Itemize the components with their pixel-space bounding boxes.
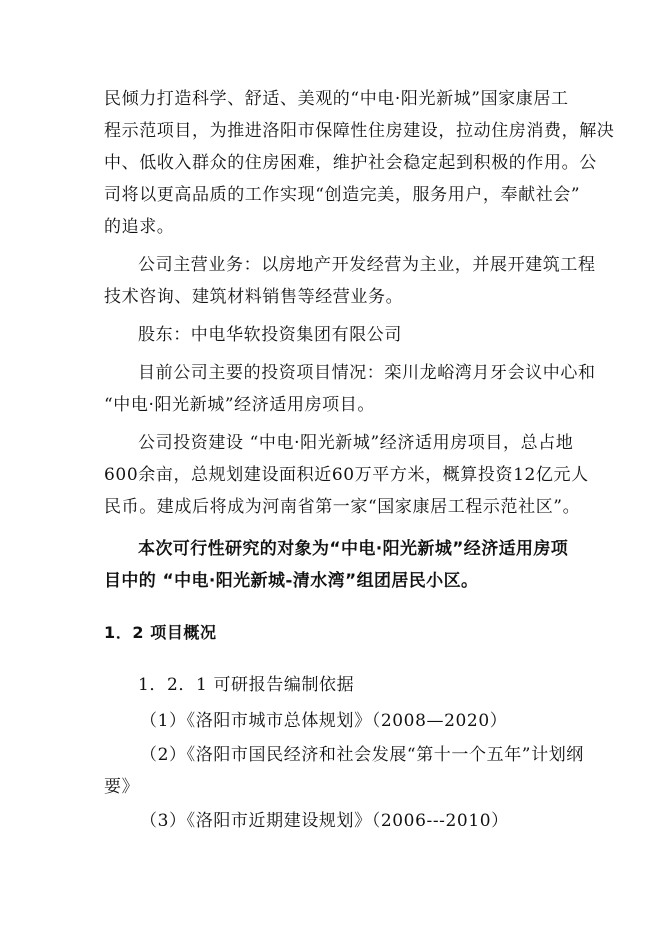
reference-item-2-line-2: 要》 bbox=[104, 777, 140, 797]
intro-line-3: 中、低收入群众的住房困难，维护社会稳定起到积极的作用。公 bbox=[104, 153, 597, 173]
investment-line-2: 600余亩，总规划建设面积近60万平方米，概算投资12亿元人 bbox=[104, 465, 589, 485]
intro-line-5: 的追求。 bbox=[104, 217, 175, 237]
intro-line-4: 司将以更高品质的工作实现“创造完美，服务用户，奉献社会” bbox=[104, 185, 581, 205]
reference-item-1: （1）《洛阳市城市总体规划》（2008—2020） bbox=[140, 711, 508, 731]
business-line-1: 公司主营业务：以房地产开发经营为主业，并展开建筑工程 bbox=[138, 255, 596, 275]
study-object-line-2: 目中的 “中电·阳光新城-清水湾”组团居民小区。 bbox=[104, 571, 479, 591]
intro-line-2: 程示范项目，为推进洛阳市保障性住房建设，拉动住房消费，解决 bbox=[104, 121, 615, 141]
reference-item-2-line-1: （2）《洛阳市国民经济和社会发展“第十一个五年”计划纲 bbox=[140, 745, 584, 765]
section-heading: 1．2 项目概况 bbox=[104, 623, 217, 642]
study-object-line-1: 本次可行性研究的对象为“中电·阳光新城”经济适用房项 bbox=[138, 539, 569, 559]
business-line-2: 技术咨询、建筑材料销售等经营业务。 bbox=[104, 287, 404, 307]
investment-line-3: 民币。建成后将成为河南省第一家“国家康居工程示范社区”。 bbox=[104, 497, 581, 517]
intro-line-1: 民倾力打造科学、舒适、美观的“中电·阳光新城”国家康居工 bbox=[104, 89, 569, 109]
section-subheading: 1．2．1 可研报告编制依据 bbox=[138, 675, 355, 695]
projects-line-2: “中电·阳光新城”经济适用房项目。 bbox=[104, 395, 375, 415]
investment-line-1: 公司投资建设 “中电·阳光新城”经济适用房项目，总占地 bbox=[138, 433, 574, 453]
projects-line-1: 目前公司主要的投资项目情况：栾川龙峪湾月牙会议中心和 bbox=[138, 363, 596, 383]
reference-item-3: （3）《洛阳市近期建设规划》（2006---2010） bbox=[140, 811, 509, 831]
shareholder-line: 股东：中电华软投资集团有限公司 bbox=[138, 325, 402, 345]
